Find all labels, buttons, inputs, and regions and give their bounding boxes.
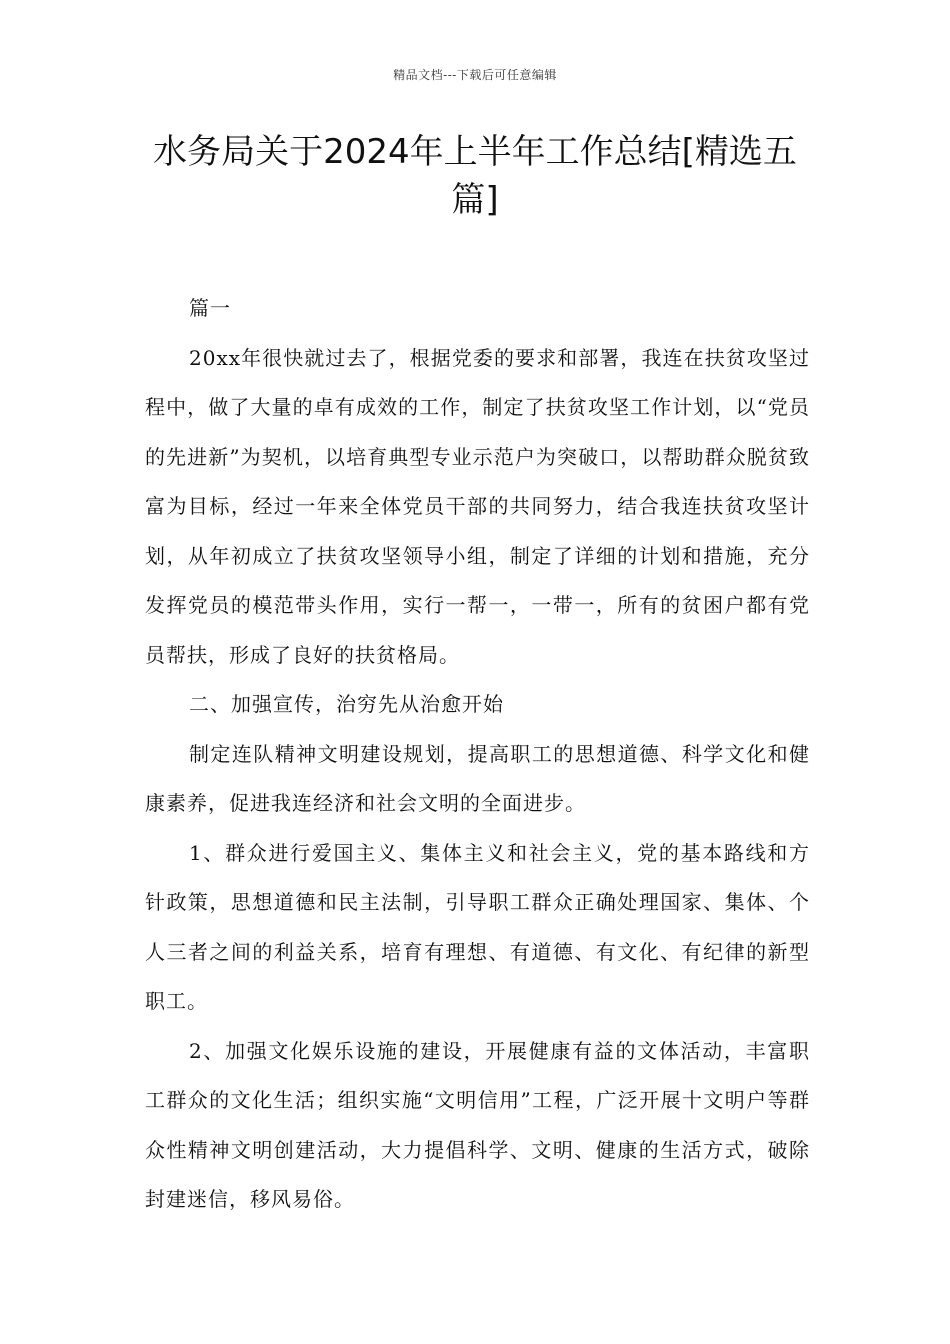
paragraph-intro: 20xx年很快就过去了，根据党委的要求和部署，我连在扶贫攻坚过程中，做了大量的卓有成效的工作，制定了扶贫攻坚工作计划，以“党员的先进新”为契机，以培育典型专业示范户为突破口，以帮助群众脱贫致富为目标，经过一年来全体党员干部的共同努力，结合我连扶贫攻坚计划，从年初成立了扶贫攻坚领导小组，制定了详细的计划和措施，充分发挥党员的模范带头作用，实行一帮一，一带一，所有的贫困户都有党员帮扶，形成了良好的扶贫格局。 bbox=[145, 345, 810, 667]
paragraph-plan: 制定连队精神文明建设规划，提高职工的思想道德、科学文化和健康素养，促进我连经济和社会文明的全面进步。 bbox=[145, 741, 810, 815]
section-heading-publicity: 二、加强宣传，治穷先从治愈开始 bbox=[189, 692, 504, 716]
document-body bbox=[145, 284, 810, 1225]
paragraph-item-1: 1、群众进行爱国主义、集体主义和社会主义，党的基本路线和方针政策，思想道德和民主法制，引导职工群众正确处理国家、集体、个人三者之间的利益关系，培育有理想、有道德、有文化、有纪律的新型职工。 bbox=[145, 840, 810, 1013]
document-title: 水务局关于2024年上半年工作总结[精选五篇] bbox=[153, 132, 797, 220]
paragraph-item-2: 2、加强文化娱乐设施的建设，开展健康有益的文体活动，丰富职工群众的文化生活；组织实施“文明信用”工程，广泛开展十文明户等群众性精神文明创建活动，大力提倡科学、文明、健康的生活方式，破除封建迷信，移风易俗。 bbox=[145, 1038, 810, 1211]
section-heading-part-one: 篇一 bbox=[189, 296, 231, 320]
header-note: 精品文档---下载后可任意编辑 bbox=[393, 68, 557, 82]
